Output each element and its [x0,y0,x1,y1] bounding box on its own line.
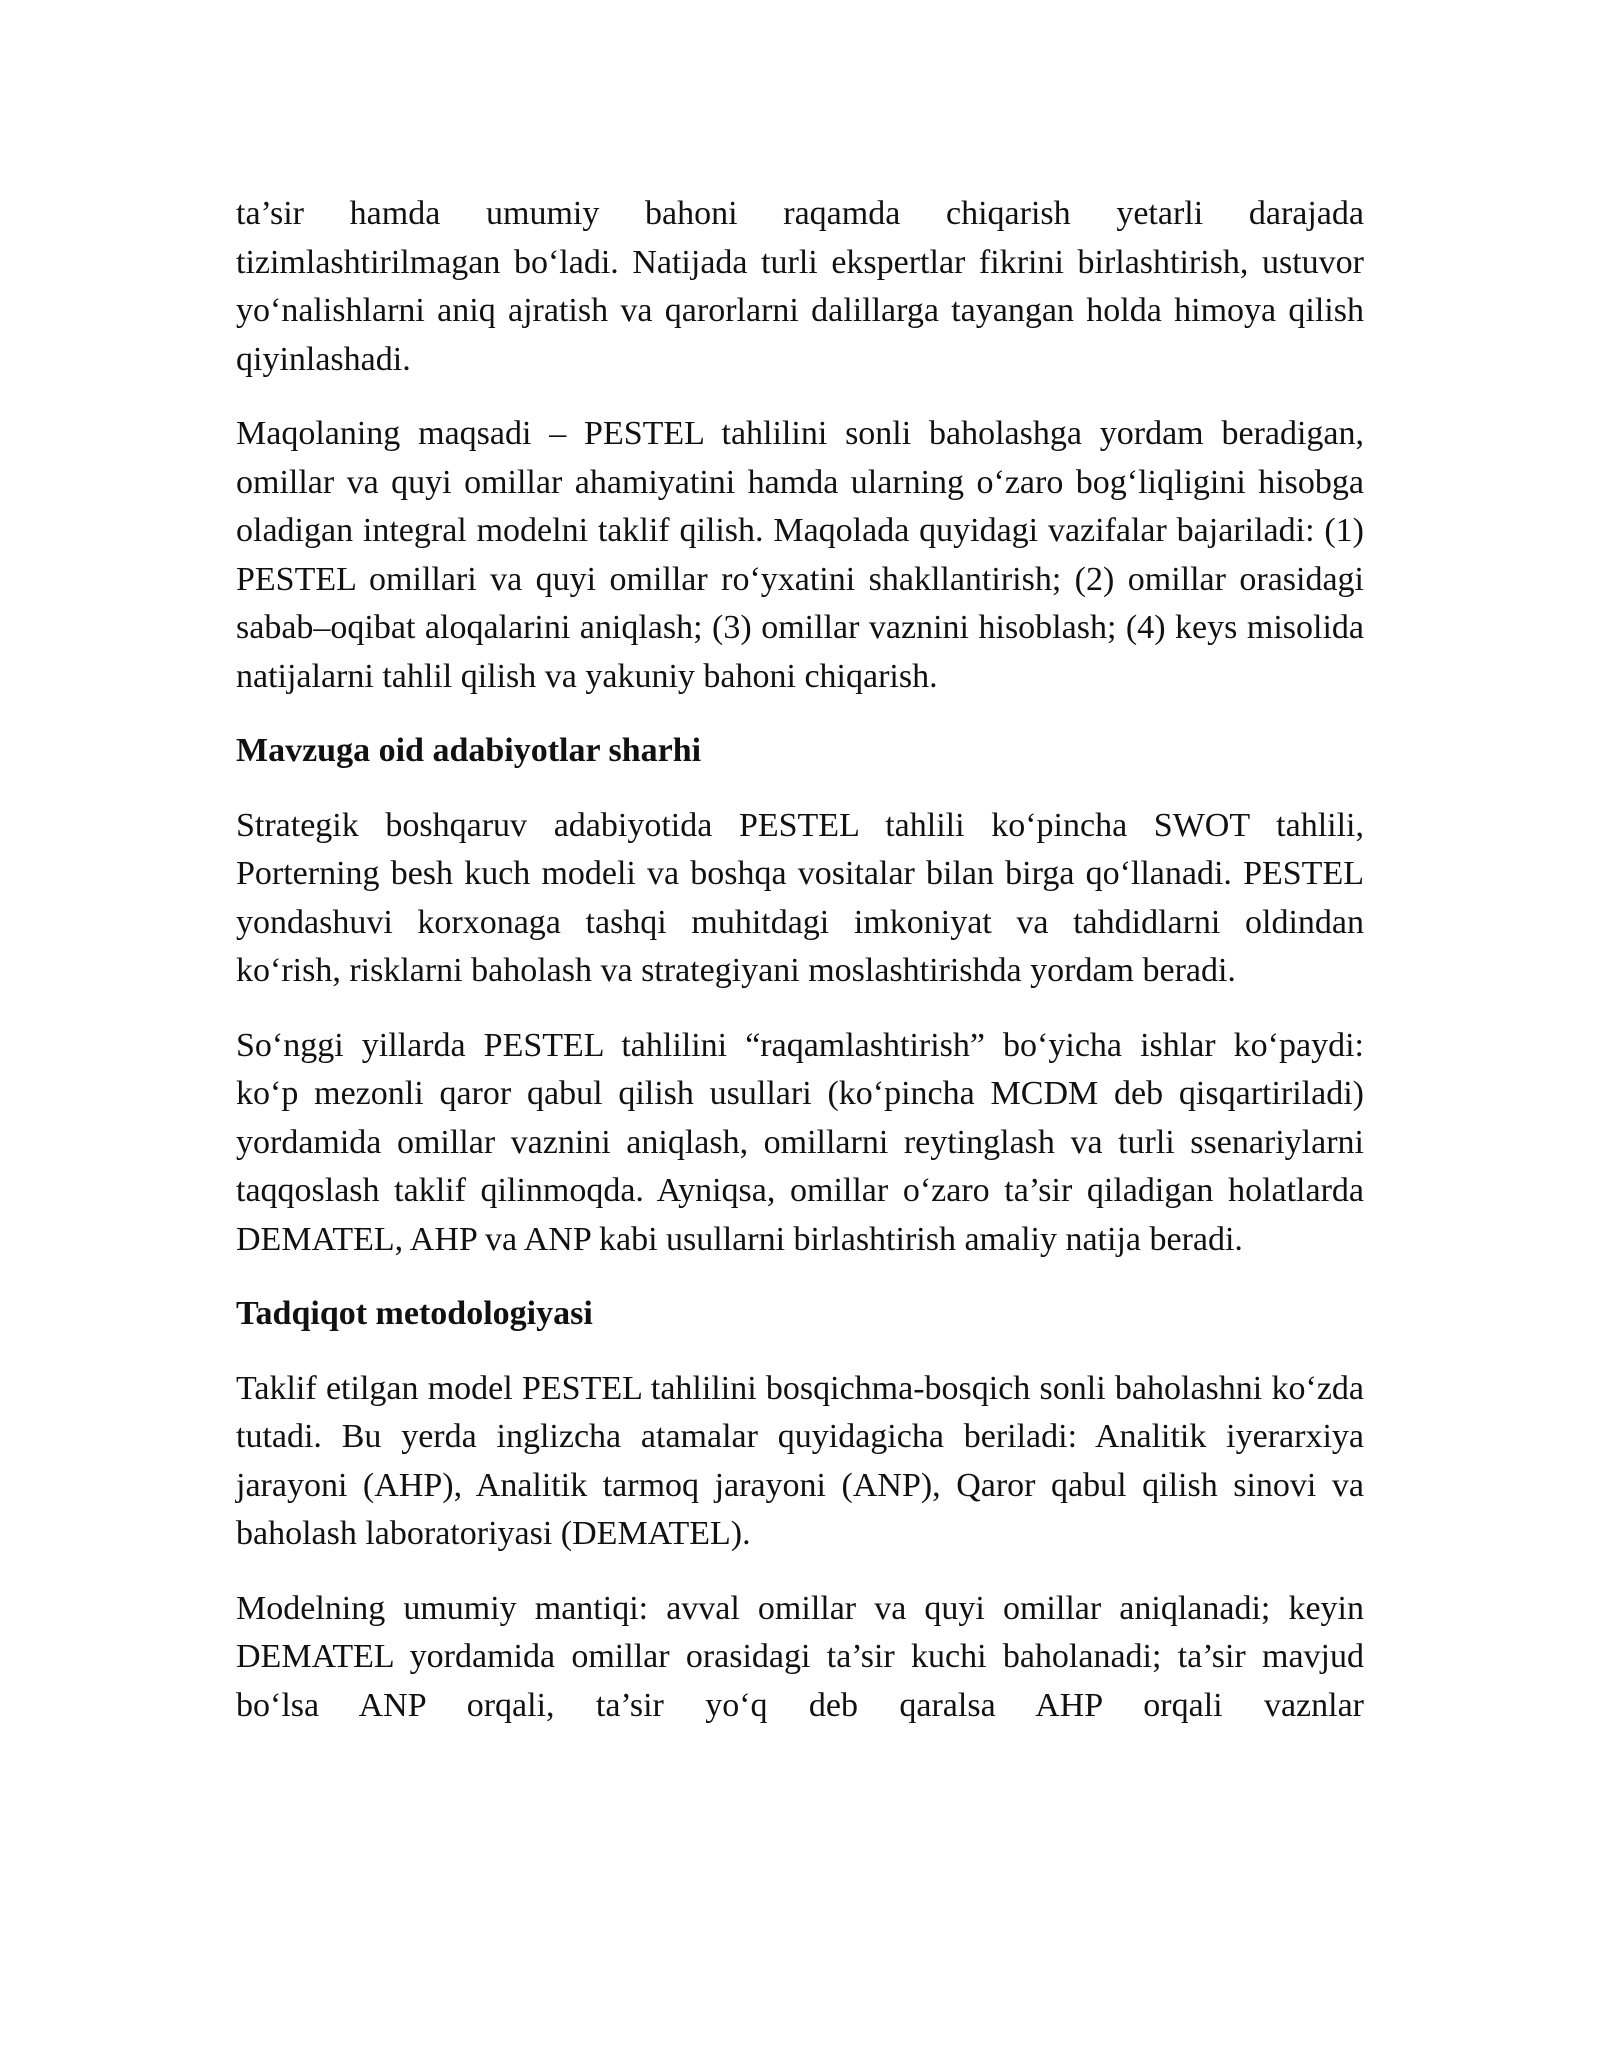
paragraph-literature-mcdm: So‘nggi yillarda PESTEL tahlilini “raqamlashtirish” bo‘yicha ishlar ko‘paydi: ko‘p mezonli qaror qabul qilish usullari (ko‘pincha MCDM deb qisqartiriladi) yordamida omillar vaznini aniqlash, omillarni reytinglash va turli ssenariylarni taqqoslash taklif qilinmoqda. Ayniqsa, omillar o‘zaro ta’sir qiladigan holatlarda DEMATEL, AHP va ANP kabi usullarni birlashtirish amaliy natija beradi. [236,1026,1364,1258]
paragraph-literature-pestel: Strategik boshqaruv adabiyotida PESTEL tahlili ko‘pincha SWOT tahlili, Porterning besh kuch modeli va boshqa vositalar bilan birga qo‘llanadi. PESTEL yondashuvi korxonaga tashqi muhitdagi imkoniyat va tahdidlarni oldindan ko‘rish, risklarni baholash va strategiyani moslashtirishda yordam beradi. [236,806,1364,989]
heading-methodology: Tadqiqot metodologiyasi [236,1295,593,1332]
heading-literature-review: Mavzuga oid adabiyotlar sharhi [236,732,702,769]
paragraph-intro-continuation: ta’sir hamda umumiy bahoni raqamda chiqarish yetarli darajada tizimlashtirilmagan bo‘ladi. Natijada turli ekspertlar fikrini birlashtirish, ustuvor yo‘nalishlarni aniq ajratish va qarorlarni dalillarga tayangan holda himoya qilish qiyinlashadi. [236,195,1364,378]
document-page [236,190,1364,1756]
paragraph-methodology-model: Taklif etilgan model PESTEL tahlilini bosqichma-bosqich sonli baholashni ko‘zda tutadi. Bu yerda inglizcha atamalar quyidagicha beriladi: Analitik iyerarxiya jarayoni (AHP), Analitik tarmoq jarayoni (ANP), Qaror qabul qilish sinovi va baholash laboratoriyasi (DEMATEL). [236,1369,1364,1552]
paragraph-methodology-logic: Modelning umumiy mantiqi: avval omillar va quyi omillar aniqlanadi; keyin DEMATEL yordamida omillar orasidagi ta’sir kuchi baholanadi; ta’sir mavjud bo‘lsa ANP orqali, ta’sir yo‘q deb qaralsa AHP orqali vaznlar [236,1589,1364,1724]
paragraph-article-goal: Maqolaning maqsadi – PESTEL tahlilini sonli baholashga yordam beradigan, omillar va quyi omillar ahamiyatini hamda ularning o‘zaro bog‘liqligini hisobga oladigan integral modelni taklif qilish. Maqolada quyidagi vazifalar bajariladi: (1) PESTEL omillari va quyi omillar ro‘yxatini shakllantirish; (2) omillar orasidagi sabab–oqibat aloqalarini aniqlash; (3) omillar vaznini hisoblash; (4) keys misolida natijalarni tahlil qilish va yakuniy bahoni chiqarish. [236,415,1364,695]
